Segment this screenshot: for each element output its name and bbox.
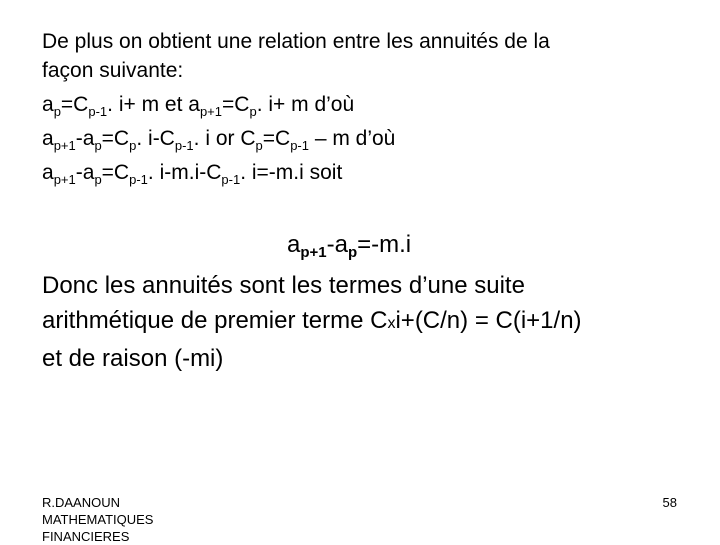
eq-text: =-m.i	[357, 231, 412, 258]
eq-text: -a	[75, 127, 95, 150]
eq-subscript: p	[129, 138, 137, 153]
eq-text: -a	[75, 161, 95, 184]
eq-subscript: p+1	[53, 172, 76, 187]
paragraph-line-2: façon suivante:	[42, 59, 184, 82]
conclusion-line-2	[42, 306, 582, 339]
eq-subscript: p-1	[221, 172, 241, 187]
conclusion-text: i+(C/n) = C(i+1/n)	[395, 307, 582, 334]
eq-text: i-C	[142, 127, 175, 150]
equation-2	[42, 127, 395, 151]
eq-text: =C	[101, 127, 130, 150]
eq-text: a	[42, 127, 54, 150]
eq-text: i+ m et a	[113, 93, 200, 116]
conclusion-line-3: et de raison (-mi)	[42, 345, 224, 372]
eq-subscript: p	[347, 244, 358, 261]
eq-text: -a	[326, 231, 348, 258]
footer-author	[42, 494, 153, 545]
result-equation	[287, 230, 411, 260]
eq-subscript: p-1	[290, 138, 309, 153]
footer-line: FINANCIERES	[42, 529, 130, 544]
eq-subscript: p+1	[199, 104, 223, 119]
equation-1	[42, 93, 354, 117]
eq-text: i+ m d’où	[262, 93, 355, 116]
eq-text: .	[193, 127, 200, 150]
conclusion-line-1: Donc les annuités sont les termes d’une suite	[42, 272, 525, 299]
eq-text: =C	[222, 93, 250, 116]
eq-subscript: p	[94, 138, 102, 153]
eq-subscript: p-1	[129, 172, 148, 187]
eq-subscript: p	[53, 104, 61, 119]
eq-subscript: p	[94, 172, 102, 187]
eq-text: .	[136, 127, 143, 150]
eq-text: =C	[262, 127, 291, 150]
page-number: 58	[662, 495, 677, 510]
footer-line: R.DAANOUN	[42, 495, 121, 510]
conclusion-text: arithmétique de premier terme C	[42, 307, 388, 334]
eq-text: =C	[101, 161, 130, 184]
eq-text: .	[240, 161, 247, 184]
eq-text: a	[42, 93, 54, 116]
conclusion-small-x: x	[387, 315, 396, 332]
eq-subscript: p+1	[300, 244, 327, 261]
eq-text: i=-m.i soit	[246, 161, 343, 184]
eq-text: – m d’où	[308, 127, 396, 150]
eq-text: a	[287, 231, 301, 258]
paragraph-line-1: De plus on obtient une relation entre les annuités de la	[42, 30, 550, 53]
eq-text: i-m.i-C	[153, 161, 222, 184]
eq-text: .	[107, 93, 113, 116]
eq-text: =C	[60, 93, 89, 116]
eq-text: .	[147, 161, 154, 184]
eq-subscript: p-1	[88, 104, 108, 119]
equation-3	[42, 161, 342, 185]
eq-subscript: p-1	[174, 138, 194, 153]
eq-subscript: p	[255, 138, 263, 153]
eq-text: a	[42, 161, 54, 184]
eq-text: .	[256, 93, 263, 116]
eq-text: i or C	[199, 127, 256, 150]
footer-line: MATHEMATIQUES	[42, 512, 154, 527]
eq-subscript: p+1	[53, 138, 76, 153]
eq-subscript: p	[249, 104, 257, 119]
